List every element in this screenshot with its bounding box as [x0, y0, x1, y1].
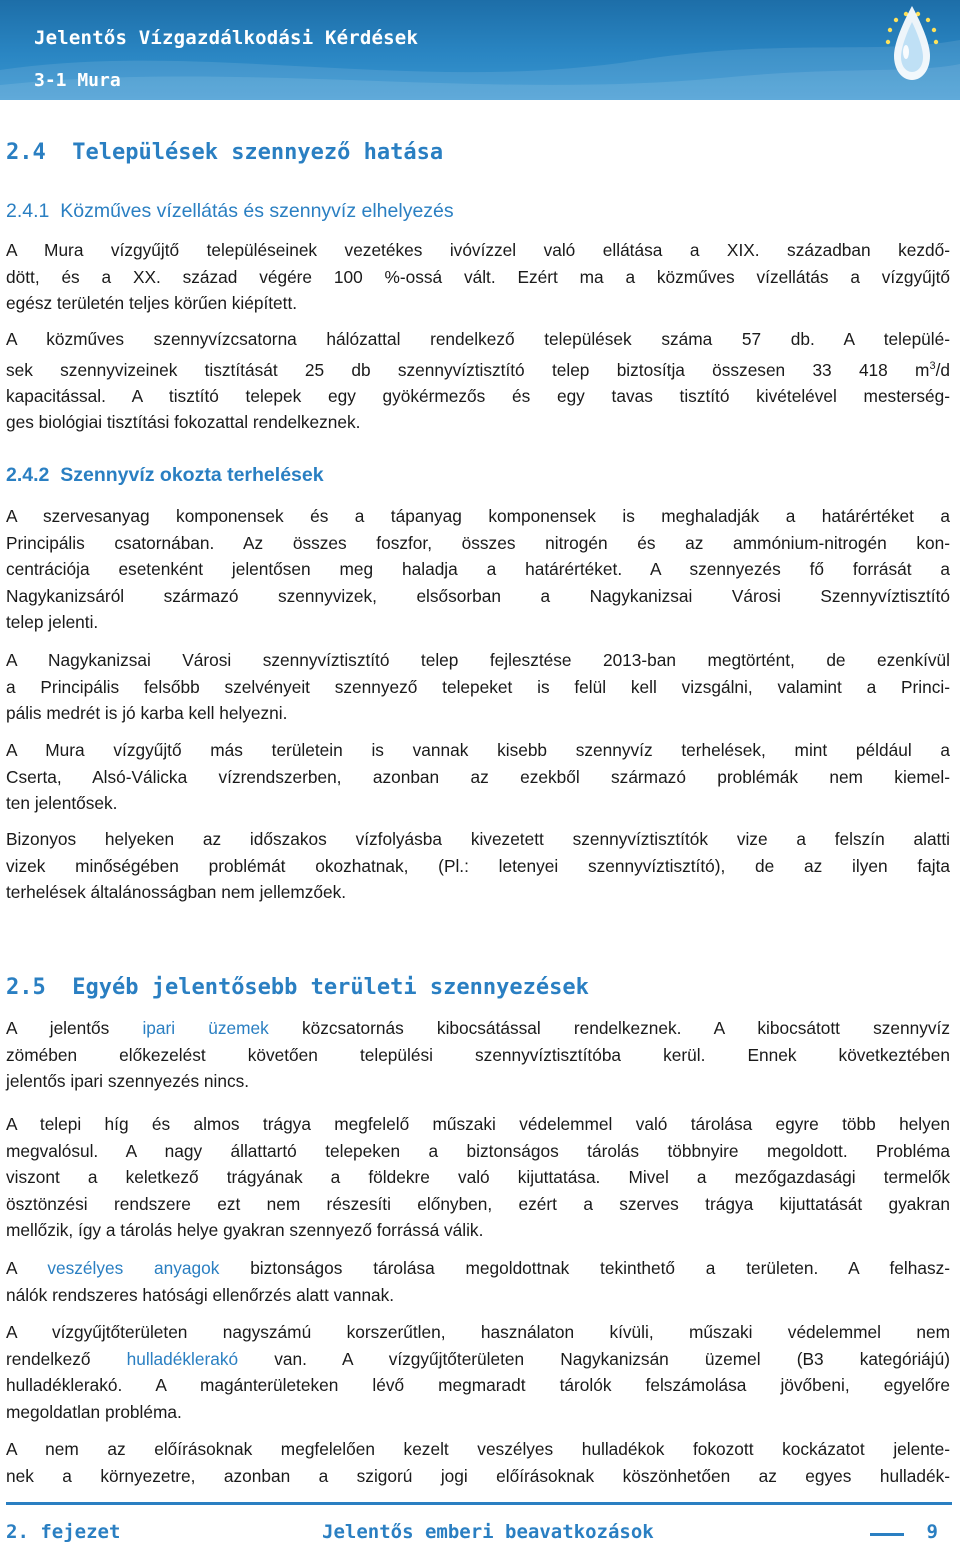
text-line: ges biológiai tisztítási fokozattal rendelkeznek. — [6, 412, 361, 433]
superscript: 3 — [929, 359, 936, 372]
text-line: vizek minőségében problémát okozhatnak, (Pl.: letenyei szennyvíztisztító), de az ilyen fajta — [6, 855, 950, 876]
text-line: hulladéklerakó. A magánterületeken lévő megmaradt tárolók felszámolása jövőbeni, egyelőre — [6, 1375, 950, 1395]
text-line: egész területén teljes körűen kiépített. — [6, 293, 298, 313]
text-line — [6, 1015, 950, 1042]
highlight-term: veszélyes anyagok — [47, 1258, 220, 1278]
text-line: megoldatlan probléma. — [6, 1401, 182, 1422]
text-line: kapacitással. A tisztító telepek egy gyökérmezős és egy tavas tisztító kivételével mesterség- — [6, 385, 950, 406]
paragraph-nagykanizsa — [6, 647, 950, 727]
footer-chapter-title: Jelentős emberi beavatkozások — [322, 1521, 654, 1543]
text-line: centrációja esetenként jelentősen meg haladja a határértéket. A szennyezés fő forrását a — [6, 559, 950, 579]
text-line: telep jelenti. — [6, 612, 99, 632]
header-wave-decoration — [0, 0, 960, 100]
text-span: rendelkező — [6, 1348, 127, 1369]
text-line: A közműves szennyvízcsatorna hálózattal rendelkező települések száma 57 db. A települé- — [6, 329, 950, 349]
text-span: közcsatornás kibocsátással rendelkeznek. A kibocsátott szennyvíz — [268, 1018, 950, 1038]
subsection-title: Közműves vízellátás és szennyvíz elhelyezés — [60, 200, 454, 222]
page-footer — [6, 1521, 952, 1547]
section-number: 2.5 — [6, 975, 46, 1000]
section-title: Települések szennyező hatása — [72, 140, 444, 165]
text-line: A Mura vízgyűjtő településeinek vezetékes ivóvízzel való ellátása a XIX. században kezdő- — [6, 240, 950, 260]
paragraph-hazardous — [6, 1255, 950, 1308]
text-line: ten jelentősek. — [6, 793, 118, 813]
footer-chapter: 2. fejezet — [6, 1521, 121, 1543]
section-heading-2-4 — [6, 140, 443, 165]
paragraph-water-supply — [6, 237, 950, 317]
paragraph-loads — [6, 503, 950, 636]
text-line: Nagykanizsáról származó szennyvizek, elsősorban a Nagykanizsai Városi Szennyvíztisztító — [6, 585, 950, 606]
document-subtitle: 3-1 Mura — [34, 70, 121, 91]
text-line: A szervesanyag komponensek és a tápanyag komponensek is meghaladják a határértéket a — [6, 506, 950, 526]
paragraph-industrial — [6, 1015, 950, 1095]
paragraph-intermittent-streams — [6, 826, 950, 906]
text-line: A telepi híg és almos trágya megfelelő műszaki védelemmel való tárolása egyre több helyen — [6, 1114, 950, 1134]
page-header — [0, 0, 960, 100]
text-line: nálók rendszeres hatósági ellenőrzés alatt vannak. — [6, 1284, 395, 1305]
text-line: megvalósul. A nagy állattartó telepeken a biztonságos tárolás többnyire megoldott. Probléma — [6, 1140, 950, 1161]
paragraph-landfill — [6, 1319, 950, 1425]
subsection-heading-2-4-1 — [6, 200, 454, 223]
text-line: ösztönzési rendszere ezt nem részesíti előnyben, ezért a szerves trágya kijuttatását gyakran — [6, 1193, 950, 1214]
page-number: 9 — [926, 1521, 938, 1543]
text-line: dött, és a XX. század végére 100 %-ossá vált. Ezért ma a közműves vízellátás a vízgyűjtő — [6, 266, 950, 287]
water-drop-eu-stars-icon — [868, 0, 952, 100]
highlight-term: hulladéklerakó — [126, 1348, 239, 1369]
text-line: viszont a keletkező trágyának a földekre való kijuttatása. Mivel a mezőgazdasági termelők — [6, 1167, 950, 1187]
subsection-number: 2.4.2 — [6, 464, 50, 486]
footer-rule — [6, 1502, 952, 1505]
section-number: 2.4 — [6, 140, 46, 165]
paragraph-manure — [6, 1111, 950, 1244]
highlight-term: ipari üzemek — [142, 1018, 269, 1038]
unit-text: /d — [935, 359, 950, 380]
text-line: Principális csatornában. Az összes foszfor, összes nitrogén és az ammónium-nitrogén kon- — [6, 532, 950, 553]
paragraph-other-areas — [6, 737, 950, 817]
document-title: Jelentős Vízgazdálkodási Kérdések — [34, 27, 419, 49]
text-line: A vízgyűjtőterületen nagyszámú korszerűtlen, használaton kívüli, műszaki védelemmel nem — [6, 1322, 950, 1342]
text-span: biztonságos tárolása megoldottnak tekinthető a területen. A felhasz- — [219, 1258, 950, 1278]
text-line: Cserta, Alsó-Válicka vízrendszerben, azonban az ezekből származó problémák nem kiemel- — [6, 766, 950, 787]
subsection-number: 2.4.1 — [6, 200, 50, 222]
text-line: a Principális felsőbb szelvényeit szennyező telepeket is felül kell vizsgálni, valamint a Princi- — [6, 676, 950, 697]
text-line: terhelések általánosságban nem jellemzőek. — [6, 882, 347, 902]
text-line: A Nagykanizsai Városi szennyvíztisztító telep fejlesztése 2013-ban megtörtént, de ezenkívül — [6, 650, 950, 670]
text-span: van. A vízgyűjtőterületen Nagykanizsán üzemel (B3 kategóriájú) — [238, 1348, 950, 1369]
text-line: jelentős ipari szennyezés nincs. — [6, 1071, 250, 1091]
footer-dash — [870, 1533, 904, 1536]
text-span: A — [6, 1258, 48, 1278]
text-line — [6, 1255, 950, 1282]
text-line: A Mura vízgyűjtő más területein is vannak kisebb szennyvíz terhelések, mint például a — [6, 740, 950, 760]
text-line: nek a környezetre, azonban a szigorú jogi előírásoknak köszönhetően az egyes hulladék- — [6, 1465, 950, 1486]
section-title: Egyéb jelentősebb területi szennyezések — [72, 975, 589, 1000]
text-line: Bizonyos helyeken az időszakos vízfolyásba kivezetett szennyvíztisztítók vize a felszín alatti — [6, 829, 950, 849]
text-line — [6, 1346, 950, 1373]
text-line: mellőzik, így a tárolás helye gyakran szennyező forrássá válik. — [6, 1220, 484, 1240]
text-line — [6, 353, 950, 383]
subsection-heading-2-4-2 — [6, 464, 324, 487]
text-span: sek szennyvizeinek tisztítását 25 db szennyvíztisztító telep biztosítja összesen 33 418 m — [6, 359, 930, 380]
subsection-title: Szennyvíz okozta terhelések — [60, 464, 324, 486]
text-line: pális medrét is jó karba kell helyezni. — [6, 703, 288, 723]
text-line: zömében előkezelést követően települési szennyvíztisztítóba kerül. Ennek következtében — [6, 1044, 950, 1065]
paragraph-sewer-network — [6, 326, 950, 436]
text-line: A nem az előírásoknak megfelelően kezelt veszélyes hulladékok fokozott kockázatot jelente- — [6, 1439, 950, 1459]
text-span: A jelentős — [6, 1018, 143, 1038]
section-heading-2-5 — [6, 975, 589, 1000]
paragraph-hazardous-waste — [6, 1436, 950, 1489]
